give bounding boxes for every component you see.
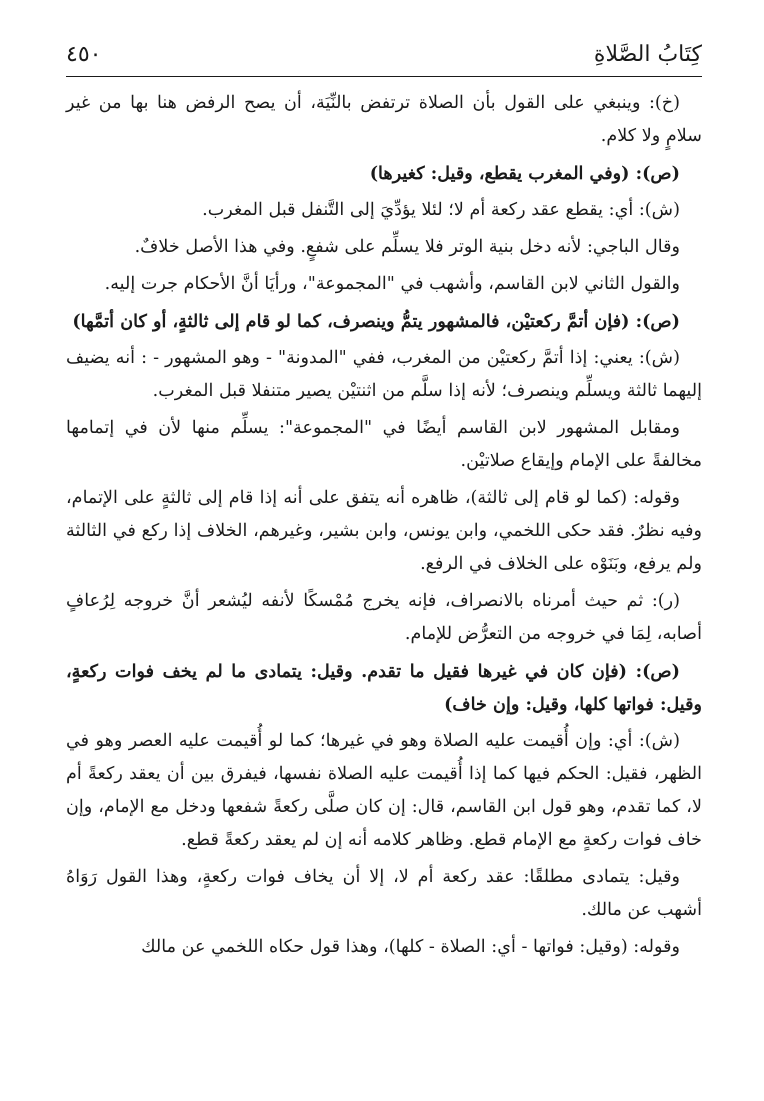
paragraph: وقيل: يتمادى مطلقًا: عقد ركعة أم لا، إلا أن يخاف فوات ركعةٍ، وهذا القول رَوَاهُ أشهب عن مالك. — [66, 867, 702, 920]
running-title: كِتَابُ الصَّلاةِ — [593, 42, 702, 67]
paragraph: (ش): يعني: إذا أتمَّ ركعتيْن من المغرب، ففي "المدونة" - وهو المشهور - : أنه يضيف إليهما ثالثة ويسلِّم وينصرف؛ لأنه إذا سلَّم من اثنتيْن يصير متنفلا قبل المغرب. — [66, 348, 702, 401]
paragraph: والقول الثاني لابن القاسم، وأشهب في "المجموعة"، ورأيَا أنَّ الأحكام جرت إليه. — [104, 274, 680, 294]
matn-paragraph: (ص): (فإن أتمَّ ركعتيْن، فالمشهور يتمُّ وينصرف، كما لو قام إلى ثالثةٍ، أو كان أتمَّها) — [72, 311, 680, 332]
paragraph: وقوله: (كما لو قام إلى ثالثة)، ظاهره أنه يتفق على أنه إذا قام إلى ثالثةٍ على الإتمام، وفيه نظرٌ. فقد حكى اللخمي، وابن يونس، وابن بشير، وغيرهم، الخلاف إذا ركع في الثالثة ولم يرفع، وبَنَوْه على الخلاف في الرفع. — [66, 488, 702, 574]
page-body — [66, 77, 702, 964]
paragraph: (ش): أي: يقطع عقد ركعة أم لا؛ لئلا يؤدِّيَ إلى التَّنفل قبل المغرب. — [202, 200, 680, 220]
paragraph: (خ): وينبغي على القول بأن الصلاة ترتفض بالنِّيَة، أن يصح الرفض هنا بها من غير سلامٍ ولا كلام. — [66, 93, 702, 146]
page-header — [66, 40, 702, 77]
book-page — [66, 40, 702, 1080]
paragraph: (ش): أي: وإن أُقيمت عليه الصلاة وهو في غيرها؛ كما لو أُقيمت عليه العصر وهو في الظهر، فقيل: الحكم فيها كما إذا أُقيمت عليه الصلاة نفسها، فيفرق بين أن يعقد ركعةً أم لا، كما تقدم، وهو قول ابن القاسم، قال: إن كان صلَّى ركعةً شفعها ودخل مع الإمام، وإن خاف فوات ركعةٍ مع الإمام قطع. وظاهر كلامه أنه إن لم يعقد ركعةً قطع. — [66, 731, 702, 850]
paragraph: ومقابل المشهور لابن القاسم أيضًا في "المجموعة": يسلِّم منها لأن في إتمامها مخالفةً على الإمام وإيقاع صلاتيْن. — [66, 418, 702, 471]
matn-paragraph: (ص): (فإن كان في غيرها فقيل ما تقدم. وقيل: يتمادى ما لم يخف فوات ركعةٍ، وقيل: فواتها كلها، وقيل: وإن خاف) — [66, 661, 702, 715]
paragraph: (ر): ثم حيث أمرناه بالانصراف، فإنه يخرج مُمْسكًا لأنفه ليُشعر أنَّ خروجه لِرُعافٍ أصابه، لِمَا في خروجه من التعرُّض للإمام. — [66, 591, 702, 644]
paragraph: وقوله: (وقيل: فواتها - أي: الصلاة - كلها)، وهذا قول حكاه اللخمي عن مالك — [141, 937, 680, 957]
paragraph: وقال الباجي: لأنه دخل بنية الوتر فلا يسلِّم على شفعٍ. وفي هذا الأصل خلافٌ. — [134, 237, 680, 257]
matn-paragraph: (ص): (وفي المغرب يقطع، وقيل: كغيرها) — [369, 163, 680, 184]
page-number: ٤٥٠ — [66, 42, 102, 67]
